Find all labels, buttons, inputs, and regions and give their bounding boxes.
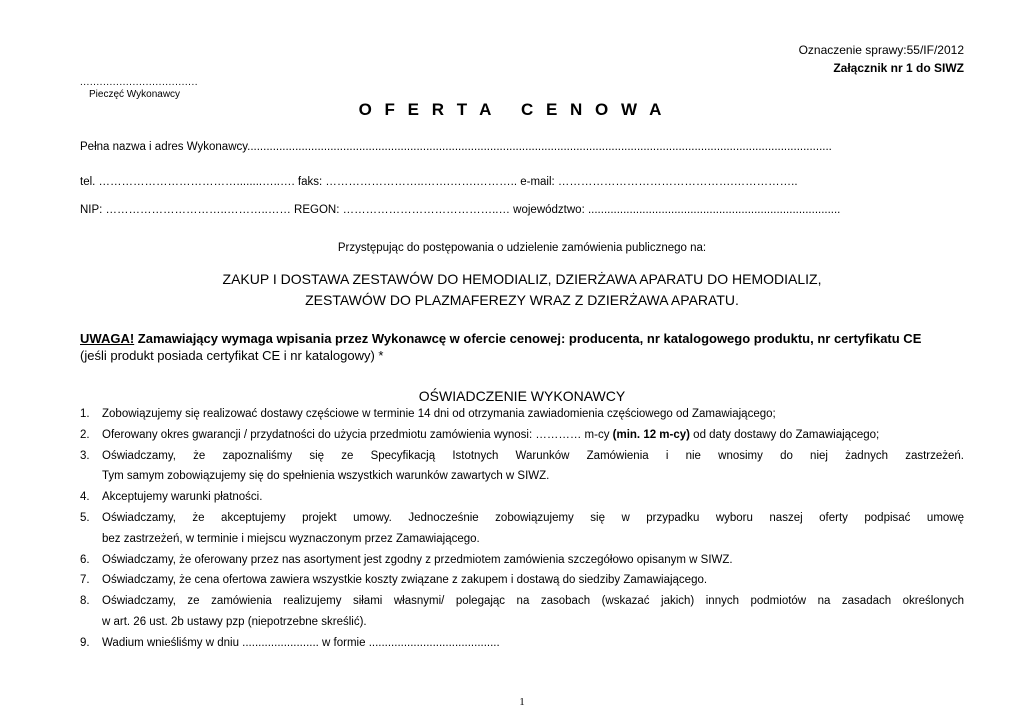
item-text: Akceptujemy warunki płatności. <box>102 491 263 504</box>
item-number: 6. <box>80 553 90 566</box>
list-item <box>80 591 964 612</box>
page-number: 1 <box>519 696 525 708</box>
item-text: Zobowiązujemy się realizować dostawy częściowe w terminie 14 dni od otrzymania zawiadomienia częściowego od Zamawiającego; <box>102 408 776 420</box>
notice-bold-text: Zamawiający wymaga wpisania przez Wykonawcę w ofercie cenowej: producenta, nr katalogowego produktu, nr certyfikatu CE <box>134 331 922 346</box>
item-number: 3. <box>80 449 90 462</box>
item-number: 8. <box>80 595 90 608</box>
item-text: Wadium wnieśliśmy w dniu ........................ w formie ......................................... <box>102 636 500 649</box>
item-text: bez zastrzeżeń, w terminie i miejscu wyznaczonym przez Zamawiającego. <box>102 532 480 545</box>
item-text: Tym samym zobowiązujemy się do spełnienia wszystkich warunków zawartych w SIWZ. <box>102 470 550 483</box>
list-item <box>80 570 964 591</box>
item-text <box>102 425 964 446</box>
item-text-bold: (min. 12 m-cy) <box>612 428 690 441</box>
ids-field: NIP: …………………………..………..…… REGON: …………………………………..… województwo: ............................................................................... <box>80 204 841 216</box>
list-item-continuation <box>80 466 964 487</box>
declaration-heading: OŚWIADCZENIE WYKONAWCY <box>418 388 626 404</box>
declaration-list <box>80 404 964 654</box>
stamp-dots: .................................... <box>80 77 199 88</box>
list-item <box>80 633 964 654</box>
list-item-continuation <box>80 529 964 550</box>
item-text-post: od daty dostawy do Zamawiającego; <box>689 428 880 441</box>
subject-line-1: ZAKUP I DOSTAWA ZESTAWÓW DO HEMODIALIZ, DZIERŻAWA APARATU DO HEMODIALIZ, <box>222 271 822 287</box>
item-text: w art. 26 ust. 2b ustawy pzp (niepotrzebne skreślić). <box>102 615 367 628</box>
subject-line-2: ZESTAWÓW DO PLAZMAFEREZY WRAZ Z DZIERŻAWA APARATU. <box>305 292 739 308</box>
intro-text: Przystępując do postępowania o udzielenie zamówienia publicznego na: <box>337 242 707 254</box>
item-number: 4. <box>80 491 90 504</box>
list-item-continuation <box>80 612 964 633</box>
item-text: Oświadczamy, ze zamówienia realizujemy siłami własnymi/ polegając na zasobach (wskazać jakich) innych podmiotów na zasadach określonych <box>102 595 964 608</box>
list-item <box>80 487 964 508</box>
item-number: 5. <box>80 511 90 524</box>
notice-normal-text: (jeśli produkt posiada certyfikat CE i nr katalogowy) * <box>80 348 384 363</box>
name-address-field: Pełna nazwa i adres Wykonawcy....................................................................................................................................................................................... <box>80 141 832 153</box>
item-number: 2. <box>80 428 90 441</box>
item-text: Oświadczamy, że zapoznaliśmy się ze Specyfikacją Istotnych Warunków Zamówienia i nie wnosimy do niej żadnych zastrzeżeń. <box>102 449 964 462</box>
item-text: Oświadczamy, że oferowany przez nas asortyment jest zgodny z przedmiotem zamówienia szczegółowo opisanym w SIWZ. <box>102 553 733 566</box>
item-text: Oświadczamy, że cena ofertowa zawiera wszystkie koszty związane z zakupem i dostawą do siedziby Zamawiającego. <box>102 574 708 587</box>
notice-label: UWAGA! <box>80 331 135 346</box>
attachment-label: Załącznik nr 1 do SIWZ <box>833 61 964 75</box>
stamp-label: Pieczęć Wykonawcy <box>89 89 181 100</box>
item-text-pre: Oferowany okres gwarancji / przydatności do użycia przedmiotu zamówienia wynosi: ………… m-cy <box>102 428 613 441</box>
item-text: Oświadczamy, że akceptujemy projekt umowy. Jednocześnie zobowiązujemy się w przypadku wyboru naszej oferty podpisać umowę <box>102 511 964 524</box>
item-number: 1. <box>80 408 90 420</box>
notice <box>80 330 964 364</box>
contact-field: tel. ………………………………........…..…. faks: ……………………..…….…….……….. e-mail: ……………………………………….…………….. <box>80 176 798 188</box>
item-number: 7. <box>80 574 90 587</box>
document-title: O F E R T A C E N O W A <box>358 100 666 119</box>
case-reference: Oznaczenie sprawy:55/IF/2012 <box>798 43 964 57</box>
list-item <box>80 404 964 425</box>
list-item <box>80 508 964 529</box>
list-item <box>80 446 964 467</box>
list-item <box>80 550 964 571</box>
item-number: 9. <box>80 636 90 649</box>
list-item <box>80 425 964 446</box>
